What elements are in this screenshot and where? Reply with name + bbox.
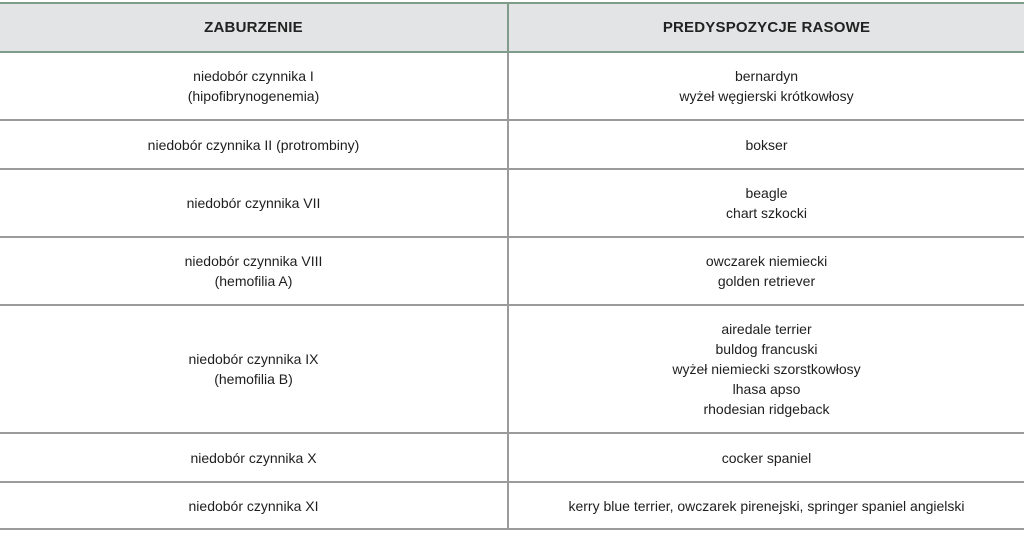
breed-text: beagle (745, 185, 788, 201)
table-row (0, 53, 1024, 121)
breed-text: cocker spaniel (721, 449, 812, 466)
breed-text: golden retriever (717, 273, 816, 289)
breed-text: rhodesian ridgeback (703, 401, 830, 417)
breeds-cell (509, 238, 1024, 304)
table-row (0, 170, 1024, 238)
disorder-cell (0, 121, 509, 168)
disorder-text: niedobór czynnika X (190, 449, 317, 466)
table-row (0, 306, 1024, 434)
disorder-text: niedobór czynnika II (protrombiny) (147, 136, 360, 153)
disorder-cell (0, 170, 509, 236)
disorder-cell (0, 483, 509, 528)
breeds-cell (509, 483, 1024, 528)
breeds-cell (509, 121, 1024, 168)
breeds-cell (509, 53, 1024, 119)
breed-predisposition-table (0, 2, 1024, 530)
table-row (0, 434, 1024, 483)
disorder-cell (0, 434, 509, 481)
breed-text: kerry blue terrier, owczarek pirenejski, springer spaniel angielski (568, 497, 965, 514)
breed-text: lhasa apso (732, 381, 801, 397)
breeds-cell (509, 306, 1024, 432)
table-row (0, 238, 1024, 306)
breed-text: buldog francuski (715, 341, 818, 357)
table-header-row (0, 2, 1024, 53)
header-disorder-label: ZABURZENIE (204, 18, 303, 36)
disorder-text: niedobór czynnika VIII (184, 253, 323, 269)
breed-text: bernardyn (734, 68, 799, 84)
table-row (0, 121, 1024, 170)
disorder-text: (hemofilia A) (214, 273, 293, 289)
disorder-cell (0, 238, 509, 304)
breed-text: chart szkocki (726, 205, 807, 221)
disorder-text: niedobór czynnika IX (188, 351, 319, 367)
breed-text: airedale terrier (721, 321, 812, 337)
breed-text: wyżeł węgierski krótkowłosy (679, 88, 854, 104)
disorder-text: niedobór czynnika VII (186, 195, 321, 211)
breed-text: bokser (745, 136, 788, 153)
breed-text: wyżeł niemiecki szorstkowłosy (672, 361, 861, 377)
header-disorder (0, 4, 509, 51)
header-breeds-label: PREDYSPOZYCJE RASOWE (662, 18, 871, 36)
disorder-text: niedobór czynnika I (193, 68, 314, 84)
disorder-text: niedobór czynnika XI (188, 497, 319, 514)
disorder-cell (0, 53, 509, 119)
breeds-cell (509, 170, 1024, 236)
disorder-text: (hipofibrynogenemia) (187, 88, 320, 104)
disorder-text: (hemofilia B) (214, 371, 293, 387)
table-row (0, 483, 1024, 530)
disorder-cell (0, 306, 509, 432)
header-breeds (509, 4, 1024, 51)
breeds-cell (509, 434, 1024, 481)
breed-text: owczarek niemiecki (705, 253, 828, 269)
